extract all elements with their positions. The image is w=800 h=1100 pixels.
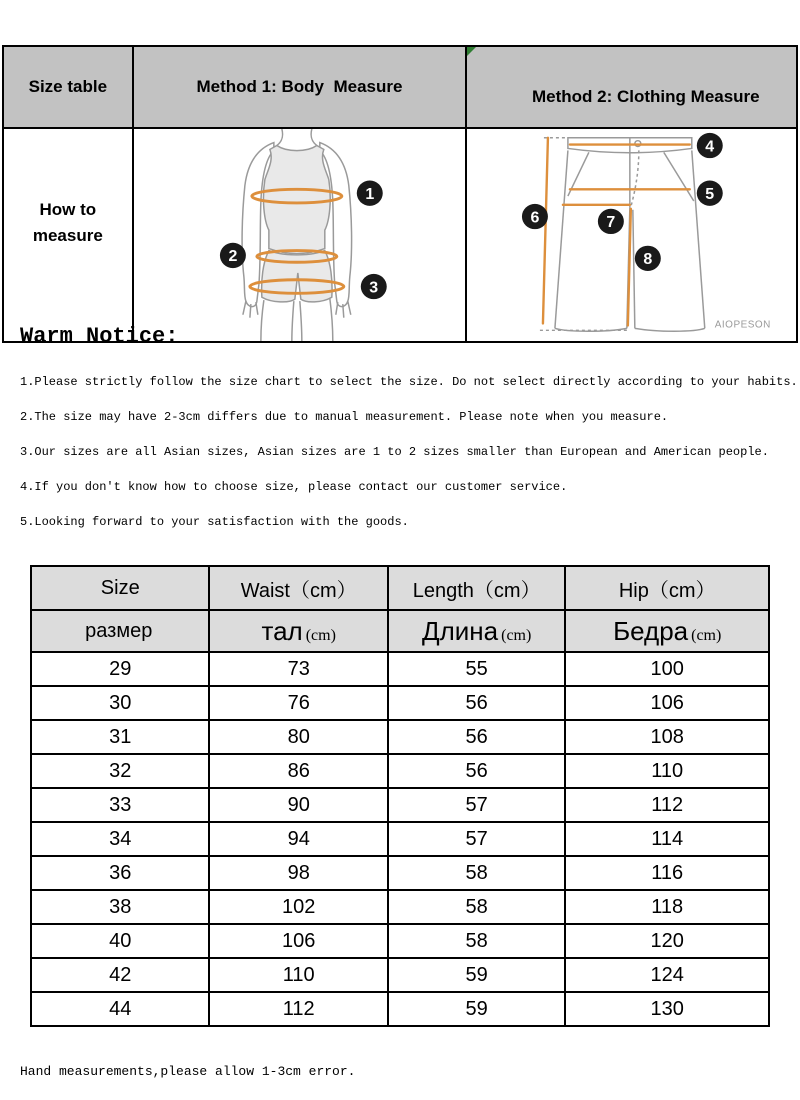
svg-text:8: 8 [643,251,653,269]
ru-hip-label: Бедра [613,615,689,646]
size-cell: 100 [565,652,769,686]
svg-text:6: 6 [530,209,540,227]
size-cell: 86 [209,754,387,788]
col-header-waist-ru [209,610,387,652]
size-cell: 94 [209,822,387,856]
size-cell: 106 [209,924,387,958]
size-row [31,788,769,822]
ru-hip-unit: (cm) [691,626,722,644]
marker-5 [697,181,723,206]
size-cell: 106 [565,686,769,720]
size-cell: 56 [388,754,565,788]
size-cell: 90 [209,788,387,822]
method2-header [466,46,797,128]
size-cell: 57 [388,788,565,822]
size-cell: 130 [565,992,769,1026]
size-cell: 31 [31,720,209,754]
size-row [31,958,769,992]
size-row [31,890,769,924]
marker-7 [598,209,624,234]
notice-item: 1.Please strictly follow the size chart to select the size. Do not select directly according to your habits. [20,375,798,389]
marker-2 [220,243,246,268]
size-cell: 124 [565,958,769,992]
size-cell: 29 [31,652,209,686]
how-to-line2: measure [32,226,103,245]
size-cell: 30 [31,686,209,720]
size-cell: 110 [209,958,387,992]
notice-item: 2.The size may have 2-3cm differs due to manual measurement. Please note when you measure. [20,410,669,424]
size-cell: 80 [209,720,387,754]
size-cell: 33 [31,788,209,822]
size-cell: 59 [388,992,565,1026]
body-figure-illustration [134,129,466,341]
size-cell: 116 [565,856,769,890]
col-header-hip: Hip（cm） [565,566,769,610]
ru-length-unit: (cm) [501,626,532,644]
size-cell: 112 [565,788,769,822]
size-cell: 102 [209,890,387,924]
size-row [31,924,769,958]
size-chart-header-en [31,566,769,610]
svg-text:2: 2 [228,248,237,266]
size-cell: 98 [209,856,387,890]
size-cell: 32 [31,754,209,788]
size-row [31,720,769,754]
size-chart-header-ru [31,610,769,652]
marker-1 [356,181,382,206]
col-header-size: Size [31,566,209,610]
shorts-outline [540,138,705,332]
col-header-length: Length（cm） [388,566,565,610]
warm-notice-title: Warm Notice: [20,324,179,349]
legs-outline [261,298,333,341]
size-cell: 120 [565,924,769,958]
how-to-measure-label [3,128,133,342]
col-header-waist: Waist（cm） [209,566,387,610]
brand-watermark: AIOPESON [715,319,772,331]
size-cell: 36 [31,856,209,890]
marker-8 [635,246,661,271]
col-header-size-ru [31,610,209,652]
how-to-header-row [3,46,797,128]
size-cell: 59 [388,958,565,992]
size-cell: 34 [31,822,209,856]
marker-6 [522,204,548,229]
size-cell: 58 [388,924,565,958]
ru-waist-unit: (cm) [305,626,336,644]
notice-item: 5.Looking forward to your satisfaction with the goods. [20,515,409,529]
footer-note: Hand measurements,please allow 1-3cm error. [20,1064,356,1079]
col-header-length-ru [388,610,565,652]
notice-list [20,375,798,550]
how-to-line1: How to [39,200,97,219]
size-cell: 76 [209,686,387,720]
svg-text:7: 7 [606,214,616,232]
marker-4 [697,133,723,158]
size-rows [31,652,769,1026]
svg-text:3: 3 [368,279,378,297]
how-to-body-row [3,128,797,342]
size-cell: 44 [31,992,209,1026]
size-cell: 57 [388,822,565,856]
size-cell: 73 [209,652,387,686]
inseam-line [628,209,631,326]
size-cell: 58 [388,856,565,890]
size-cell: 58 [388,890,565,924]
body-measure-figure-cell [133,128,467,342]
clothing-measure-figure-cell [466,128,797,342]
comment-triangle-icon [467,47,476,56]
method2-header-label: Method 2: Clothing Measure [532,87,760,106]
size-cell: 118 [565,890,769,924]
marker-3 [360,274,386,299]
ru-size-label: размер [85,619,153,642]
size-cell: 114 [565,822,769,856]
size-cell: 40 [31,924,209,958]
size-row [31,822,769,856]
size-row [31,754,769,788]
length-line [543,138,548,324]
size-table-corner-label: Size table [3,46,133,128]
col-header-hip-ru [565,610,769,652]
size-chart-table [30,565,770,1027]
size-cell: 108 [565,720,769,754]
size-row [31,856,769,890]
notice-item: 3.Our sizes are all Asian sizes, Asian sizes are 1 to 2 sizes smaller than European and American people. [20,445,769,459]
ru-waist-label: тал [261,615,303,646]
svg-text:4: 4 [705,138,715,156]
ru-length-label: Длина [422,615,499,646]
tank-top [263,146,330,254]
size-row [31,686,769,720]
size-cell: 42 [31,958,209,992]
notice-item: 4.If you don't know how to choose size, please contact our customer service. [20,480,568,494]
method1-header: Method 1: Body Measure [133,46,467,128]
size-cell: 38 [31,890,209,924]
svg-text:5: 5 [705,186,715,203]
neck-outline [276,129,316,146]
size-row [31,992,769,1026]
size-cell: 56 [388,686,565,720]
how-to-measure-table [2,45,798,343]
size-cell: 55 [388,652,565,686]
clothing-figure-illustration [467,129,796,341]
size-row [31,652,769,686]
size-cell: 56 [388,720,565,754]
size-cell: 110 [565,754,769,788]
size-cell: 112 [209,992,387,1026]
svg-text:1: 1 [364,186,374,203]
